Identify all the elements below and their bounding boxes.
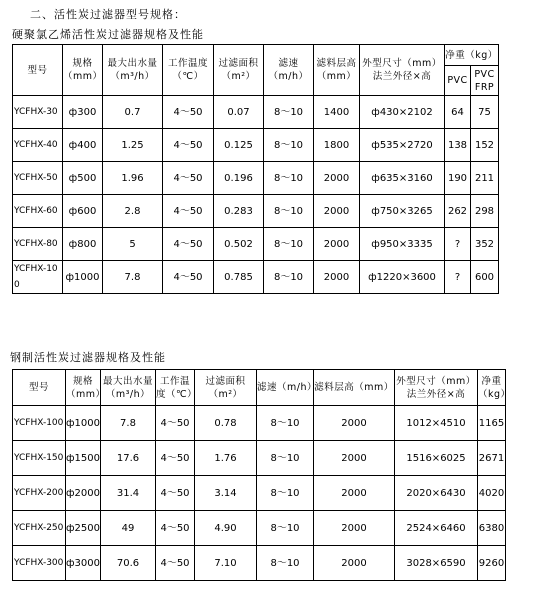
cell-speed: 8～10 <box>257 546 314 581</box>
col-header-weight: 净重（kg） <box>478 370 506 406</box>
cell-model: YCFHX-300 <box>13 546 66 581</box>
col-header-area: 过滤面积（m²） <box>195 370 257 406</box>
cell-speed: 8～10 <box>257 441 314 476</box>
table-row <box>13 476 506 511</box>
cell-flow: 2.8 <box>103 195 163 228</box>
cell-temp: 4～50 <box>156 441 195 476</box>
col-header-max-flow: 最大出水量（m³/h） <box>103 45 163 96</box>
table1-title: 硬聚氯乙烯活性炭过滤器规格及性能 <box>12 28 204 41</box>
cell-temp: 4～50 <box>156 546 195 581</box>
cell-model: YCFHX-50 <box>13 162 63 195</box>
cell-speed: 8～10 <box>257 406 314 441</box>
cell-speed: 8～10 <box>264 129 314 162</box>
cell-temp: 4～50 <box>156 511 195 546</box>
cell-speed: 8～10 <box>257 476 314 511</box>
table2-title: 钢制活性炭过滤器规格及性能 <box>10 351 166 364</box>
cell-pvc: 64 <box>445 96 471 129</box>
col-header-spec: 规格（mm） <box>66 370 101 406</box>
cell-model: YCFHX-60 <box>13 195 63 228</box>
cell-flow: 1.96 <box>103 162 163 195</box>
table-row <box>13 406 506 441</box>
col-header-area: 过滤面积（m²） <box>214 45 264 96</box>
table-row <box>13 162 499 195</box>
cell-area: 3.14 <box>195 476 257 511</box>
cell-frp: 352 <box>471 228 499 261</box>
cell-frp: 211 <box>471 162 499 195</box>
cell-spec: ф3000 <box>66 546 101 581</box>
cell-model: YCFHX-100 <box>13 406 66 441</box>
cell-spec: ф1000 <box>63 261 103 294</box>
col-header-speed: 滤速（m/h） <box>264 45 314 96</box>
steel-filter-spec-table <box>12 369 511 581</box>
cell-weight: 9260 <box>478 546 506 581</box>
cell-spec: ф1500 <box>66 441 101 476</box>
cell-dims: ф950×3335 <box>360 228 445 261</box>
cell-layer: 2000 <box>314 261 360 294</box>
cell-spec: ф1000 <box>66 406 101 441</box>
cell-spec: ф600 <box>63 195 103 228</box>
cell-dims: ф635×3160 <box>360 162 445 195</box>
col-header-pvc: PVC <box>445 66 471 96</box>
table-row <box>13 511 506 546</box>
cell-dims: ф430×2102 <box>360 96 445 129</box>
cell-flow: 49 <box>101 511 156 546</box>
cell-area: 0.283 <box>214 195 264 228</box>
cell-dims: 2524×6460 <box>395 511 478 546</box>
cell-layer: 2000 <box>314 546 395 581</box>
col-header-pvc-frp: PVC FRP <box>471 66 499 96</box>
cell-speed: 8～10 <box>264 195 314 228</box>
table-row <box>13 546 506 581</box>
cell-dims: 2020×6430 <box>395 476 478 511</box>
cell-layer: 2000 <box>314 162 360 195</box>
col-header-model: 型号 <box>13 370 66 406</box>
cell-area: 1.76 <box>195 441 257 476</box>
cell-frp: 298 <box>471 195 499 228</box>
cell-frp: 75 <box>471 96 499 129</box>
cell-temp: 4～50 <box>163 228 214 261</box>
cell-dims: ф535×2720 <box>360 129 445 162</box>
cell-flow: 7.8 <box>103 261 163 294</box>
cell-flow: 70.6 <box>101 546 156 581</box>
col-header-spec: 规格（mm） <box>63 45 103 96</box>
cell-model: YCFHX-200 <box>13 476 66 511</box>
cell-temp: 4～50 <box>156 406 195 441</box>
cell-model: YCFHX-250 <box>13 511 66 546</box>
table-row <box>13 96 499 129</box>
col-header-model: 型号 <box>13 45 63 96</box>
cell-layer: 2000 <box>314 406 395 441</box>
cell-speed: 8～10 <box>257 511 314 546</box>
cell-layer: 1800 <box>314 129 360 162</box>
cell-temp: 4～50 <box>156 476 195 511</box>
cell-layer: 2000 <box>314 441 395 476</box>
cell-temp: 4～50 <box>163 195 214 228</box>
cell-area: 4.90 <box>195 511 257 546</box>
cell-temp: 4～50 <box>163 261 214 294</box>
table-row <box>13 441 506 476</box>
section-title: 二、活性炭过滤器型号规格： <box>30 8 186 21</box>
cell-pvc: 138 <box>445 129 471 162</box>
cell-layer: 2000 <box>314 195 360 228</box>
cell-spec: ф500 <box>63 162 103 195</box>
cell-dims: ф750×3265 <box>360 195 445 228</box>
cell-pvc: ? <box>445 261 471 294</box>
cell-pvc: 262 <box>445 195 471 228</box>
cell-flow: 17.6 <box>101 441 156 476</box>
cell-flow: 0.7 <box>103 96 163 129</box>
cell-spec: ф800 <box>63 228 103 261</box>
cell-spec: ф2500 <box>66 511 101 546</box>
cell-area: 0.78 <box>195 406 257 441</box>
cell-spec: ф2000 <box>66 476 101 511</box>
cell-area: 0.502 <box>214 228 264 261</box>
cell-area: 0.196 <box>214 162 264 195</box>
cell-dims: 1516×6025 <box>395 441 478 476</box>
col-header-dims: 外型尺寸（mm）法兰外径×高 <box>395 370 478 406</box>
cell-area: 0.07 <box>214 96 264 129</box>
cell-spec: ф400 <box>63 129 103 162</box>
cell-temp: 4～50 <box>163 162 214 195</box>
cell-temp: 4～50 <box>163 96 214 129</box>
cell-weight: 6380 <box>478 511 506 546</box>
cell-flow: 5 <box>103 228 163 261</box>
cell-dims: 1012×4510 <box>395 406 478 441</box>
cell-temp: 4～50 <box>163 129 214 162</box>
cell-speed: 8～10 <box>264 162 314 195</box>
cell-flow: 31.4 <box>101 476 156 511</box>
table-row <box>13 261 499 294</box>
cell-model: YCFHX-40 <box>13 129 63 162</box>
table-row <box>13 195 499 228</box>
cell-layer: 2000 <box>314 228 360 261</box>
cell-model: YCFHX-80 <box>13 228 63 261</box>
col-header-speed: 滤速（m/h） <box>257 370 314 406</box>
cell-speed: 8～10 <box>264 96 314 129</box>
col-header-layer: 滤料层高（mm） <box>314 45 360 96</box>
cell-layer: 2000 <box>314 511 395 546</box>
cell-dims: ф1220×3600 <box>360 261 445 294</box>
cell-spec: ф300 <box>63 96 103 129</box>
col-header-dims: 外型尺寸（mm）法兰外径×高 <box>360 45 445 96</box>
cell-layer: 1400 <box>314 96 360 129</box>
table-row <box>13 228 499 261</box>
cell-pvc: ? <box>445 228 471 261</box>
cell-area: 0.125 <box>214 129 264 162</box>
col-header-weight: 净重（kg） <box>445 45 499 66</box>
table-row <box>13 129 499 162</box>
cell-layer: 2000 <box>314 476 395 511</box>
cell-flow: 7.8 <box>101 406 156 441</box>
col-header-temp: 工作温度（℃） <box>163 45 214 96</box>
cell-model: YCFHX-30 <box>13 96 63 129</box>
pvc-filter-spec-table <box>12 44 499 294</box>
cell-speed: 8～10 <box>264 261 314 294</box>
cell-pvc: 190 <box>445 162 471 195</box>
cell-frp: 600 <box>471 261 499 294</box>
col-header-temp: 工作温度（℃） <box>156 370 195 406</box>
cell-weight: 2671 <box>478 441 506 476</box>
col-header-max-flow: 最大出水量（m³/h） <box>101 370 156 406</box>
cell-weight: 4020 <box>478 476 506 511</box>
cell-model: YCFHX-100 <box>13 261 63 294</box>
cell-model: YCFHX-150 <box>13 441 66 476</box>
cell-speed: 8～10 <box>264 228 314 261</box>
cell-area: 0.785 <box>214 261 264 294</box>
col-header-layer: 滤料层高（mm） <box>314 370 395 406</box>
cell-flow: 1.25 <box>103 129 163 162</box>
cell-frp: 152 <box>471 129 499 162</box>
cell-area: 7.10 <box>195 546 257 581</box>
cell-weight: 1165 <box>478 406 506 441</box>
cell-dims: 3028×6590 <box>395 546 478 581</box>
